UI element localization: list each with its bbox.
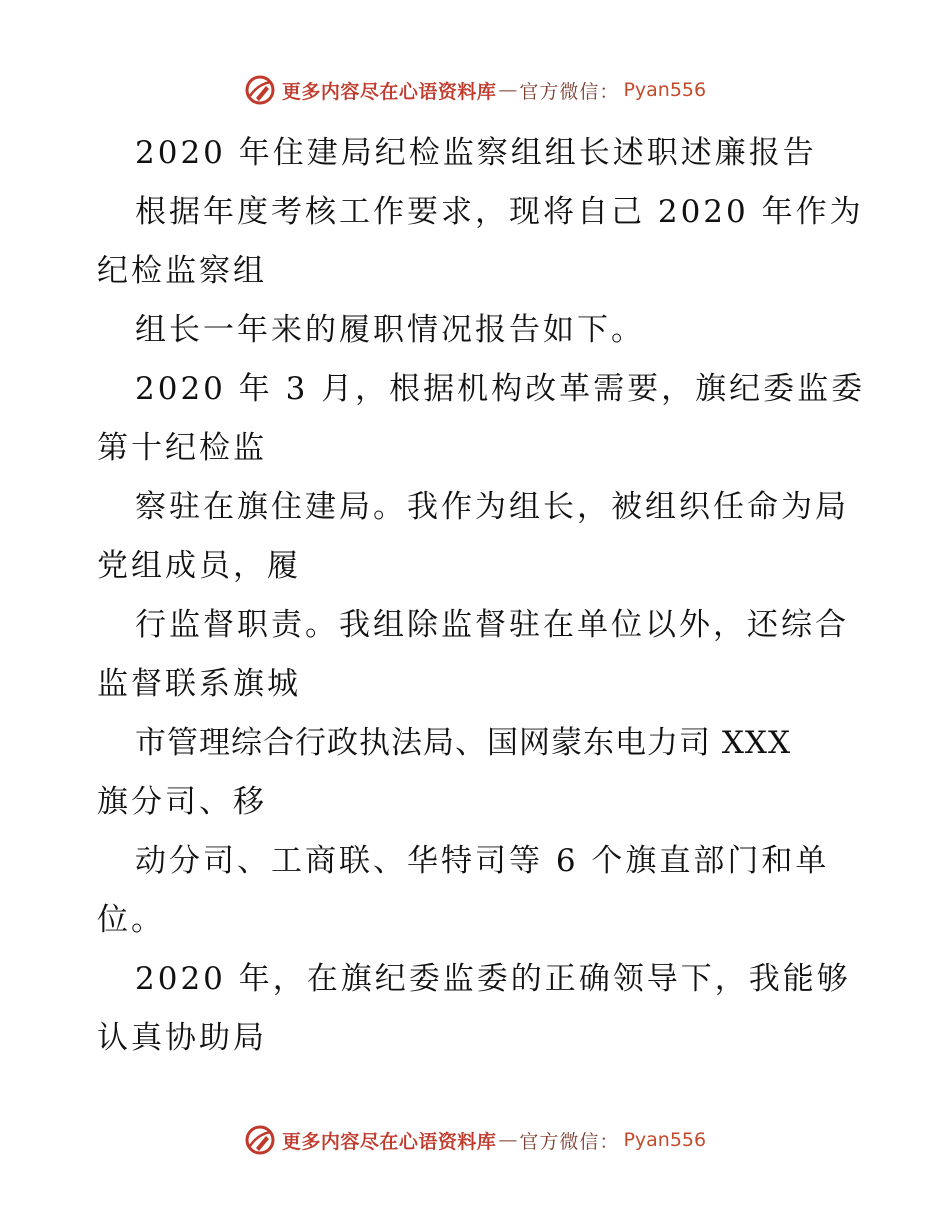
paragraph-line: 旗分司、移 (97, 784, 267, 820)
banner-promo-text: 更多内容尽在心语资料库 (281, 80, 497, 103)
paragraph-line: 根据年度考核工作要求，现将自己 2020 年作为 (135, 194, 864, 230)
paragraph-line: 行监督职责。我组除监督驻在单位以外，还综合 (135, 607, 849, 643)
banner-wechat-id: Pyan556 (623, 79, 707, 101)
paragraph-line: 动分司、工商联、华特司等 6 个旗直部门和单 (135, 843, 830, 879)
footer-banner (0, 1122, 950, 1158)
banner-promo-text: 更多内容尽在心语资料库 (281, 1130, 497, 1153)
document-title: 2020 年住建局纪检监察组组长述职述廉报告 (135, 135, 817, 171)
banner-contact-label: 官方微信： (519, 1130, 620, 1153)
banner-wechat-id: Pyan556 (623, 1129, 707, 1151)
paragraph-line: 察驻在旗住建局。我作为组长，被组织任命为局 (135, 489, 849, 525)
paragraph-line: 党组成员，履 (97, 548, 301, 584)
header-banner (0, 72, 950, 108)
paragraph-line: 第十纪检监 (97, 430, 267, 466)
paragraph-line: 组长一年来的履职情况报告如下。 (135, 312, 645, 348)
pen-swirl-logo-icon (244, 1124, 276, 1156)
banner-contact-label: 官方微信： (519, 80, 620, 103)
banner-separator: — (498, 1129, 518, 1151)
paragraph-line: 市管理综合行政执法局、国网蒙东电力司 XXX (135, 725, 792, 761)
paragraph-line: 认真协助局 (97, 1020, 267, 1056)
document-body (97, 124, 866, 1068)
pen-swirl-logo-icon (244, 74, 276, 106)
paragraph-line: 2020 年，在旗纪委监委的正确领导下，我能够 (135, 961, 851, 997)
paragraph-line: 纪检监察组 (97, 253, 267, 289)
paragraph-line: 监督联系旗城 (97, 666, 301, 702)
paragraph-line: 位。 (97, 902, 165, 938)
banner-separator: — (498, 79, 518, 101)
paragraph-line: 2020 年 3 月，根据机构改革需要，旗纪委监委 (135, 371, 866, 407)
